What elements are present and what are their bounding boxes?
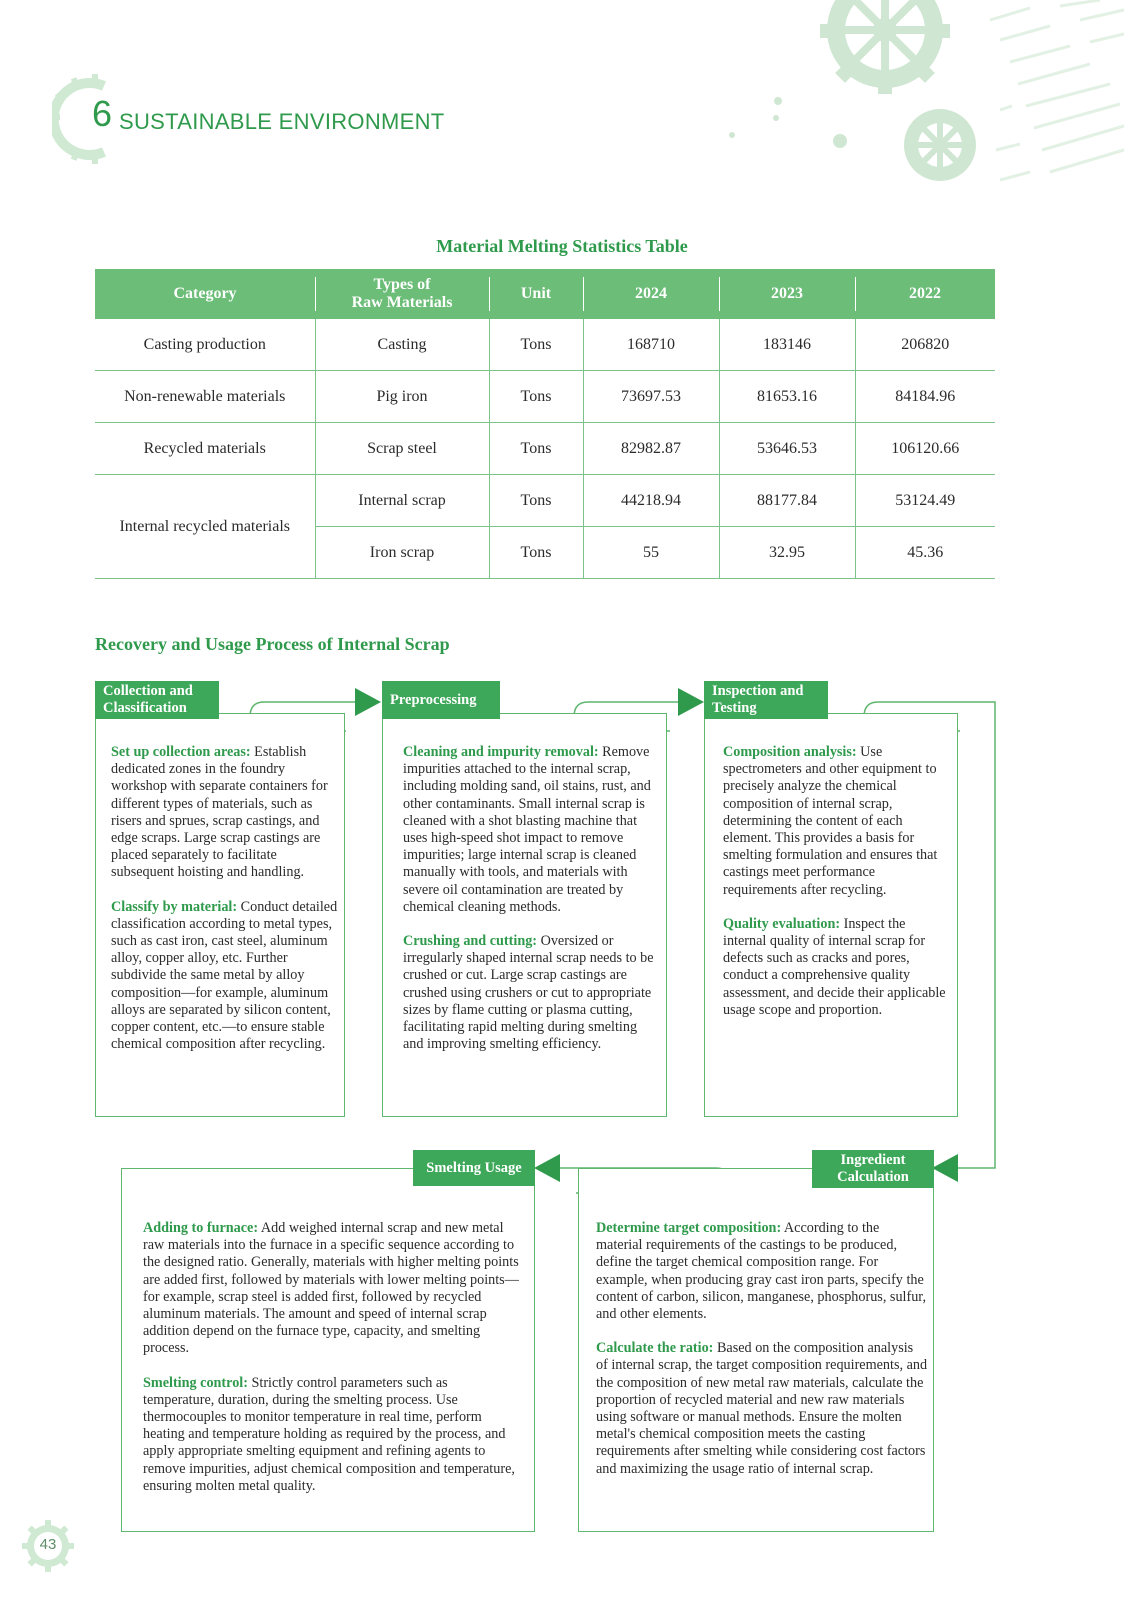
cell-2022: 206820: [855, 319, 995, 371]
header-types: [315, 269, 489, 319]
cell-category: Casting production: [95, 319, 315, 371]
table-row: [95, 319, 995, 371]
header-types-line2: Raw Materials: [351, 294, 453, 311]
step-collection-text: [111, 744, 339, 1070]
cell-category: Recycled materials: [95, 423, 315, 475]
cell-type: Iron scrap: [315, 527, 489, 579]
step-ingredient-tag: [812, 1150, 934, 1188]
cell-2023: 32.95: [719, 527, 855, 579]
classify-material-text: Conduct detailed classification according to metal types, such as cast iron, cast steel, aluminum alloy, copper alloy, etc. Further subdivide the same metal by alloy composition—for example, aluminum alloys are separated by silicon content, copper content, etc.—to ensure stable chemical composition after recycling.: [111, 898, 338, 1053]
step-preprocessing-text: [403, 744, 661, 1070]
process-title: Recovery and Usage Process of Internal Scrap: [95, 634, 450, 654]
target-composition-text: According to the material requirements of the castings to be produced, define the target chemical composition range. For example, when producing gray cast iron parts, specify the content of carbon, silicon, manganese, phosphorus, sulfur, and other elements.: [596, 1220, 927, 1323]
cleaning-text: Remove impurities attached to the internal scrap, including molding sand, oil stains, rust, and other contaminants. Small internal scrap is cleaned with a shot blasting machine that uses high-speed shot impact to remove impurities; large internal scrap is cleaned manually with tools, and materials with severe oil contamination are treated by chemical cleaning methods.: [403, 744, 651, 915]
cell-unit: Tons: [489, 371, 583, 423]
quality-evaluation-text: Inspect the internal quality of internal scrap for defects such as cracks and pores, conduct a comprehensive quality assessment, and decide their applicable usage scope and proportion.: [723, 915, 946, 1018]
step-preprocessing-tag-text: Preprocessing: [390, 691, 477, 708]
step-collection-tag-text: Collection and Classification: [103, 683, 193, 716]
composition-analysis-label: Composition analysis:: [723, 744, 857, 760]
calculate-ratio-label: Calculate the ratio:: [596, 1340, 714, 1357]
step-smelting-tag: [413, 1150, 535, 1186]
cell-2024: 168710: [583, 319, 719, 371]
cell-2023: 183146: [719, 319, 855, 371]
composition-analysis-text: Use spectrometers and other equipment to precisely analyze the chemical composition of internal scrap, determining the content of each element. This provides a basis for smelting formulation and ensures that castings meet performance requirements after recycling.: [723, 744, 938, 898]
cell-type: Pig iron: [315, 371, 489, 423]
cell-2023: 81653.16: [719, 371, 855, 423]
cell-unit: Tons: [489, 527, 583, 579]
header-category: Category: [95, 269, 315, 319]
cell-type: Casting: [315, 319, 489, 371]
header-2023: 2023: [719, 269, 855, 319]
header-unit: Unit: [489, 269, 583, 319]
step-inspection-tag-text: Inspection and Testing: [712, 683, 804, 716]
cell-2024: 82982.87: [583, 423, 719, 475]
header-2022: 2022: [855, 269, 995, 319]
crushing-text: Oversized or irregularly shaped internal scrap needs to be crushed or cut. Large scrap castings are crushed using crushers or cut to appropriate sizes by flame cutting or plasma cutting, facilitating rapid melting during smelting and improving smelting efficiency.: [403, 933, 654, 1053]
cell-2024: 55: [583, 527, 719, 579]
cell-2023: 53646.53: [719, 423, 855, 475]
cell-2022: 84184.96: [855, 371, 995, 423]
collection-areas-label: Set up collection areas:: [111, 744, 251, 760]
cell-2024: 44218.94: [583, 475, 719, 527]
step-ingredient-tag-text: Ingredient Calculation: [837, 1152, 909, 1185]
step-ingredient-text: [596, 1220, 928, 1495]
table-title: Material Melting Statistics Table: [436, 236, 688, 256]
step-inspection-tag: [704, 681, 828, 719]
cell-type: Internal scrap: [315, 475, 489, 527]
chapter-title: SUSTAINABLE ENVIRONMENT: [119, 109, 445, 134]
table-row: [95, 371, 995, 423]
table-header-row: [95, 269, 995, 319]
step-preprocessing-tag: [382, 681, 500, 719]
cell-2022: 45.36: [855, 527, 995, 579]
decorative-gears-icon: [700, 0, 1124, 200]
target-composition-label: Determine target composition:: [596, 1220, 782, 1236]
cell-category: Non-renewable materials: [95, 371, 315, 423]
adding-furnace-text: Add weighed internal scrap and new metal raw materials into the furnace in a specific sequence according to the designed ratio. Generally, materials with higher melting points are added first, followed by materials with lower melting points—for example, scrap steel is added first, followed by recycled aluminum materials. The amount and speed of internal scrap addition depend on the furnace type, capacity, and smelting process.: [143, 1220, 519, 1357]
smelting-control-text: Strictly control parameters such as temperature, duration, during the smelting process. Use thermocouples to monitor temperature in real time, perform heating and temperature holding as required by the process, and apply appropriate smelting equipment and refining agents to remove impurities, adjust chemical composition and temperature, ensuring molten metal quality.: [143, 1374, 515, 1494]
cell-category: Internal recycled materials: [95, 475, 315, 579]
smelting-control-label: Smelting control:: [143, 1374, 248, 1391]
cell-2022: 106120.66: [855, 423, 995, 475]
cell-2022: 53124.49: [855, 475, 995, 527]
table-row: [95, 475, 995, 527]
collection-areas-text: Establish dedicated zones in the foundry workshop with separate containers for different types of materials, such as risers and sprues, scrap castings, and edge scraps. Large scrap castings are placed separately to facilitate subsequent hoisting and handling.: [111, 744, 328, 881]
quality-evaluation-label: Quality evaluation:: [723, 915, 841, 932]
classify-material-label: Classify by material:: [111, 898, 238, 915]
header-2024: 2024: [583, 269, 719, 319]
crushing-label: Crushing and cutting:: [403, 933, 538, 950]
step-inspection-text: [723, 744, 951, 1036]
page-number: 43: [39, 1536, 57, 1553]
cell-2024: 73697.53: [583, 371, 719, 423]
step-collection-tag: [95, 681, 219, 719]
cell-unit: Tons: [489, 475, 583, 527]
cell-2023: 88177.84: [719, 475, 855, 527]
cell-unit: Tons: [489, 423, 583, 475]
chapter-number: 6: [92, 93, 113, 134]
cleaning-label: Cleaning and impurity removal:: [403, 744, 599, 760]
calculate-ratio-text: Based on the composition analysis of internal scrap, the target composition requirements, and the composition of new metal raw materials, calculate the proportion of recycled material and new raw materials using software or manual methods. Ensure the molten metal's chemical composition meets the casting requirements after smelting while considering cost factors and maximizing the usage ratio of internal scrap.: [596, 1340, 928, 1477]
material-melting-table: [95, 269, 995, 579]
header-types-line1: Types of: [373, 276, 431, 293]
step-smelting-tag-text: Smelting Usage: [426, 1159, 522, 1176]
table-row: [95, 423, 995, 475]
cell-unit: Tons: [489, 319, 583, 371]
cell-type: Scrap steel: [315, 423, 489, 475]
step-smelting-text: [143, 1220, 519, 1512]
adding-furnace-label: Adding to furnace:: [143, 1220, 259, 1236]
